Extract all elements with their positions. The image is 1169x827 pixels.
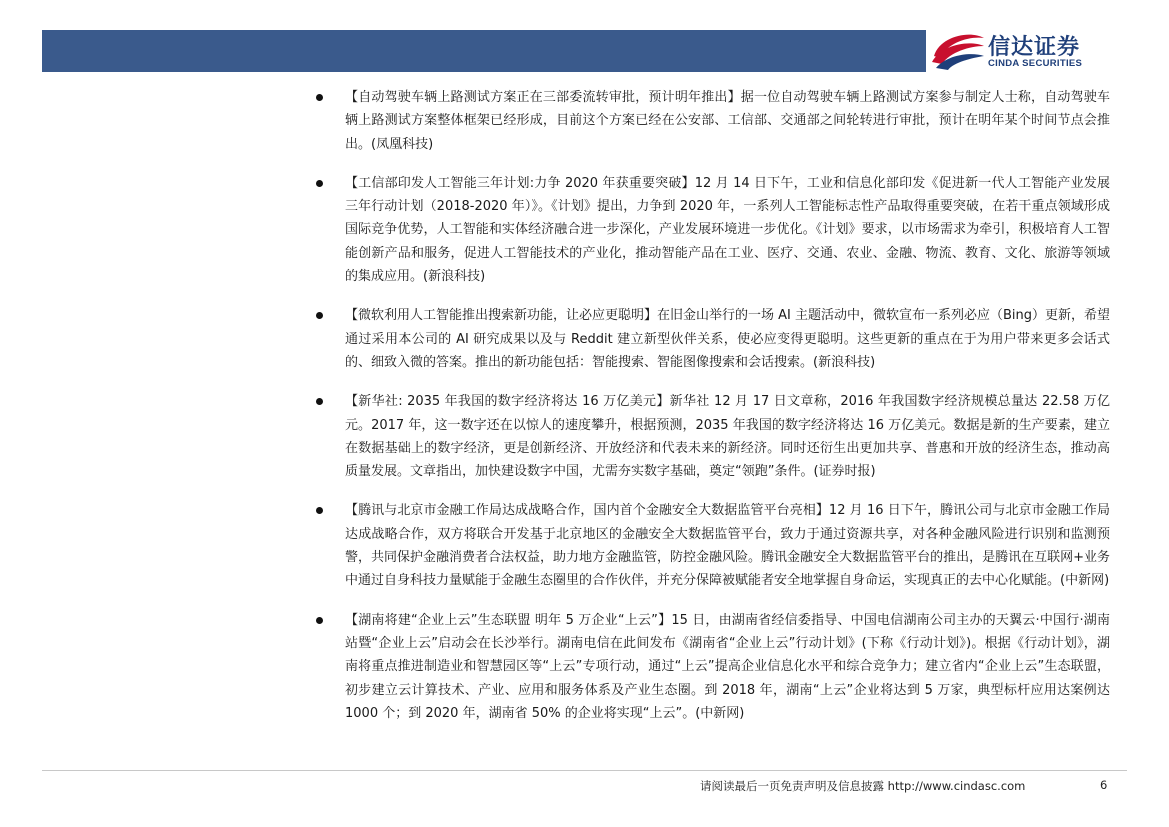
news-item [310, 499, 1110, 592]
news-text: 【新华社: 2035 年我国的数字经济将达 16 万亿美元】新华社 12 月 17 日文章称，2016 年我国数字经济规模总量达 22.58 万亿元。2017 年，这一数字还在以惊人的速度攀升，根据预测，2035 年我国的数字经济将达 16 万亿美元。数据是新的生产要素，建立在数据基础上的数字经济，更是创新经济、开放经济和代表未来的新经济。同时还衍生出更加共享、普惠和开放的经济生态，推动高质量发展。文章指出，加快建设数字中国，尤需夯实数字基础，奠定“领跑”条件。(证券时报) [345, 394, 1110, 480]
bullet-icon [316, 398, 323, 405]
bullet-icon [316, 617, 323, 624]
bullet-icon [316, 312, 323, 319]
news-text: 【湖南将建“企业上云”生态联盟 明年 5 万企业“上云”】15 日，由湖南省经信委指导、中国电信湖南公司主办的天翼云·中国行·湖南站暨“企业上云”启动会在长沙举行。湖南电信在此间发布《湖南省“企业上云”行动计划》(下称《行动计划》)。根据《行动计划》，湖南将重点推进制造业和智慧园区等“上云”专项行动，通过“上云”提高企业信息化水平和综合竞争力；建立省内“企业上云”生态联盟，初步建立云计算技术、产业、应用和服务体系及产业生态圈。到 2018 年，湖南“上云”企业将达到 5 万家，典型标杆应用达案例达 1000 个；到 2020 年，湖南省 50% 的企业将实现“上云”。(中新网) [345, 612, 1110, 721]
logo-chinese-name: 信达证券 [988, 35, 1081, 60]
news-item [310, 304, 1110, 374]
page-number: 6 [1100, 778, 1108, 792]
cinda-logo-icon [930, 26, 986, 72]
header-bar [42, 30, 926, 72]
footer-divider [42, 770, 1127, 771]
footer-disclaimer: 请阅读最后一页免责声明及信息披露 http://www.cindasc.com [700, 779, 1026, 793]
news-item [310, 390, 1110, 483]
news-item [310, 86, 1110, 156]
news-item [310, 609, 1110, 725]
news-item [310, 172, 1110, 288]
news-list [310, 86, 1110, 725]
news-text: 【腾讯与北京市金融工作局达成战略合作，国内首个金融安全大数据监管平台亮相】12 月 16 日下午，腾讯公司与北京市金融工作局达成战略合作，双方将联合开发基于北京地区的金融安全大数据监管平台，致力于通过资源共享，对各种金融风险进行识别和监测预警，共同保护金融消费者合法权益，助力地方金融监管，防控金融风险。腾讯金融安全大数据监管平台的推出，是腾讯在互联网+业务中通过自身科技力量赋能于金融生态圈里的合作伙伴，并充分保障被赋能者安全地掌握自身命运，实现真正的去中心化赋能。(中新网) [345, 503, 1110, 589]
bullet-icon [316, 180, 323, 187]
logo-english-name: CINDA SECURITIES [988, 58, 1083, 69]
brand-logo [930, 24, 1130, 74]
bullet-icon [316, 507, 323, 514]
news-text: 【自动驾驶车辆上路测试方案正在三部委流转审批，预计明年推出】据一位自动驾驶车辆上路测试方案参与制定人士称，自动驾驶车辆上路测试方案整体框架已经形成，目前这个方案已经在公安部、工信部、交通部之间轮转进行审批，预计在明年某个时间节点会推出。(凤凰科技) [345, 90, 1110, 152]
news-text: 【工信部印发人工智能三年计划:力争 2020 年获重要突破】12 月 14 日下午，工业和信息化部印发《促进新一代人工智能产业发展三年行动计划（2018-2020 年）》。《计划》提出，力争到 2020 年，一系列人工智能标志性产品取得重要突破，在若干重点领域形成国际竞争优势，人工智能和实体经济融合进一步深化，产业发展环境进一步优化。《计划》要求，以市场需求为牵引，积极培育人工智能创新产品和服务，促进人工智能技术的产业化，推动智能产品在工业、医疗、交通、农业、金融、物流、教育、文化、旅游等领域的集成应用。(新浪科技) [345, 175, 1110, 285]
bullet-icon [316, 94, 323, 101]
news-text: 【微软利用人工智能推出搜索新功能，让必应更聪明】在旧金山举行的一场 AI 主题活动中，微软宣布一系列必应（Bing）更新，希望通过采用本公司的 AI 研究成果以及与 Reddit 建立新型伙伴关系，使必应变得更聪明。这些更新的重点在于为用户带来更多会话式的、细致入微的答案。推出的新功能包括：智能搜索、智能图像搜索和会话搜索。(新浪科技) [345, 308, 1111, 370]
